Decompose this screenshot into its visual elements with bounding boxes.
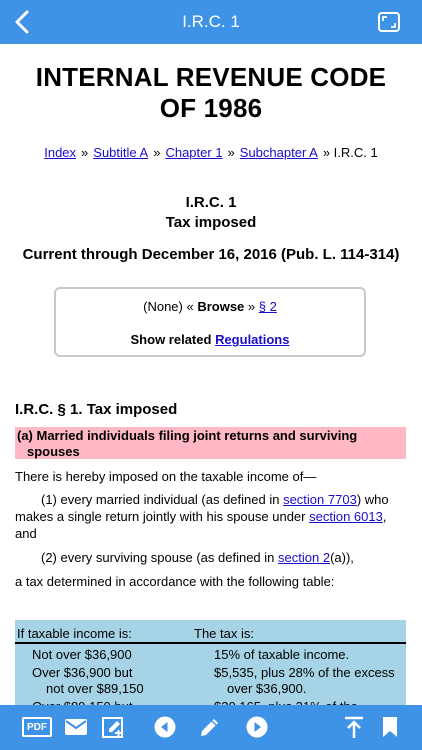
next-section-link[interactable]: § 2 (258, 299, 277, 314)
regulations-link[interactable]: Regulations (215, 332, 290, 347)
previous-icon[interactable] (154, 716, 176, 738)
table-cell: Over $36,900 but (32, 665, 133, 680)
document-title (0, 62, 422, 124)
table-header-row (15, 626, 406, 644)
next-icon[interactable] (246, 716, 268, 738)
window-title: I.R.C. 1 (182, 12, 240, 31)
item-1-line-3: and (15, 526, 37, 541)
browse-separator: » (247, 299, 256, 314)
browse-label: Browse (197, 299, 245, 314)
item-1-text-b: ) who (356, 492, 389, 507)
section-7703-link[interactable]: section 7703 (283, 492, 357, 507)
breadcrumb-index-link[interactable]: Index (44, 145, 77, 160)
section-heading: I.R.C. § 1. Tax imposed (15, 401, 178, 418)
subsection-a-line-1: (a) Married individuals filing joint returns and surviving (17, 428, 358, 443)
document-view[interactable] (0, 44, 422, 705)
title-line-2: OF 1986 (159, 93, 263, 123)
scroll-top-icon[interactable] (343, 716, 365, 740)
bookmark-icon[interactable] (381, 716, 399, 738)
item-1-paragraph (15, 491, 410, 542)
breadcrumb-chapter-link[interactable]: Chapter 1 (165, 145, 223, 160)
pdf-icon[interactable]: PDF (22, 717, 52, 737)
item-2-text-b: (a)), (330, 550, 354, 565)
table-cell: over $36,900. (227, 681, 307, 696)
subsection-a-heading (15, 427, 406, 459)
breadcrumb-separator: » (153, 145, 161, 160)
section-header (0, 193, 422, 233)
intro-paragraph: There is hereby imposed on the taxable income of— (15, 469, 317, 484)
bottom-toolbar (0, 705, 422, 750)
related-prefix: Show related (130, 332, 212, 347)
column-header-tax: The tax is: (194, 626, 254, 641)
subsection-a-line-2: spouses (27, 443, 80, 459)
table-cell: $5,535, plus 28% of the excess (214, 665, 395, 680)
section-2-link[interactable]: section 2 (278, 550, 331, 565)
tax-rate-table (15, 620, 406, 710)
item-1-line-2 (15, 508, 410, 525)
item-1-text-c: makes a single return jointly with his spouse under (15, 509, 306, 524)
edit-note-icon[interactable] (101, 716, 125, 740)
breadcrumb-subchapter-link[interactable]: Subchapter A (239, 145, 318, 160)
section-id: I.R.C. 1 (185, 194, 237, 211)
browse-prefix: (None) « (143, 299, 194, 314)
breadcrumb-separator: » (227, 145, 235, 160)
item-2-paragraph (15, 549, 410, 566)
item-1-text-d: , (382, 509, 387, 524)
table-cell: 15% of taxable income. (214, 647, 350, 662)
column-header-income: If taxable income is: (17, 626, 132, 641)
title-line-1: INTERNAL REVENUE CODE (35, 62, 387, 92)
related-line (56, 332, 364, 347)
mail-icon[interactable] (64, 716, 88, 738)
item-2-text-a: (2) every surviving spouse (as defined in (41, 550, 275, 565)
browse-line (56, 299, 364, 314)
breadcrumb (0, 145, 422, 160)
browse-box (54, 287, 366, 357)
item-1-line-1 (15, 491, 410, 508)
top-bar (0, 0, 422, 44)
section-6013-link[interactable]: section 6013 (309, 509, 383, 524)
expand-icon[interactable] (378, 12, 400, 32)
breadcrumb-separator: » (81, 145, 89, 160)
table-cell: Not over $36,900 (32, 647, 132, 662)
item-1-text-a: (1) every married individual (as defined in (41, 492, 280, 507)
breadcrumb-current: » I.R.C. 1 (322, 145, 378, 160)
currency-note: Current through December 16, 2016 (Pub. L. 114-314) (22, 246, 400, 263)
table-cell: not over $89,150 (46, 681, 144, 696)
breadcrumb-subtitle-link[interactable]: Subtitle A (93, 145, 149, 160)
table-intro: a tax determined in accordance with the following table: (15, 574, 335, 589)
pencil-icon[interactable] (199, 716, 221, 738)
section-name: Tax imposed (165, 214, 257, 231)
